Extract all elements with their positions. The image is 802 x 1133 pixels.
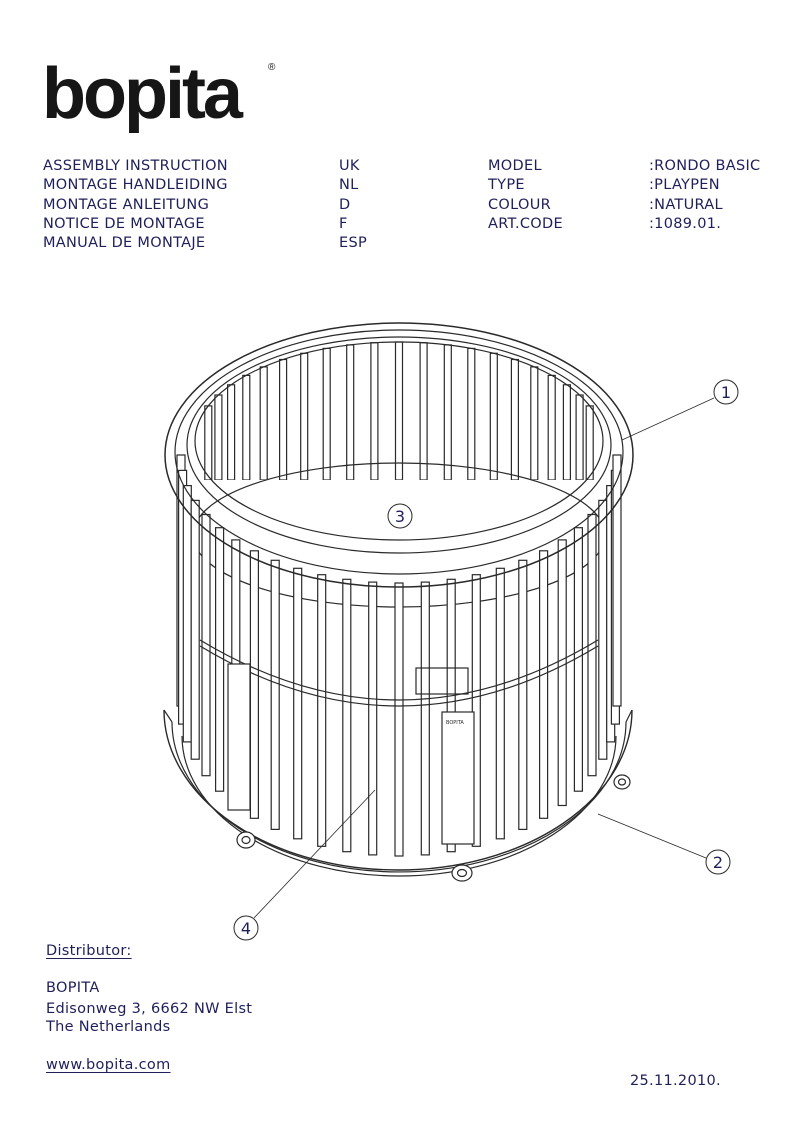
- language-code: D: [339, 196, 351, 213]
- distributor-country: The Netherlands: [46, 1019, 171, 1035]
- playpen-drawing: [140, 300, 760, 950]
- registered-mark: ®: [268, 62, 276, 73]
- playpen-bar: [250, 551, 258, 819]
- playpen-bar: [216, 528, 224, 792]
- playpen-bar: [343, 579, 351, 851]
- back-bar: [586, 406, 593, 480]
- playpen-bar: [421, 582, 429, 855]
- playpen-bar: [395, 583, 403, 856]
- callout-4: [234, 916, 258, 940]
- svg-text:4: 4: [240, 919, 252, 938]
- back-bar: [490, 353, 497, 480]
- playpen-bar: [519, 560, 527, 829]
- playpen-bar: [574, 528, 582, 792]
- spec-value-colour: :NATURAL: [649, 196, 723, 213]
- label-plate: [442, 712, 474, 844]
- distributor-company: BOPITA: [46, 980, 100, 996]
- back-bar: [205, 406, 212, 480]
- playpen-bar: [183, 486, 191, 742]
- instruction-title-f: NOTICE DE MONTAGE: [43, 215, 205, 232]
- side-panel: [228, 664, 250, 810]
- back-bar: [215, 395, 222, 480]
- playpen-bar: [540, 551, 548, 819]
- spec-value-artcode: :1089.01.: [649, 215, 722, 232]
- back-bar: [301, 353, 308, 480]
- back-bar: [563, 385, 570, 480]
- language-code: F: [339, 215, 348, 232]
- instruction-titles: [43, 157, 228, 253]
- playpen-bar: [599, 500, 607, 759]
- back-bar: [420, 343, 427, 480]
- back-bar: [371, 343, 378, 480]
- language-code: UK: [339, 158, 360, 174]
- leader-line-1: [622, 398, 714, 440]
- back-bar: [228, 385, 235, 480]
- svg-text:3: 3: [394, 507, 406, 526]
- playpen-bar: [271, 560, 279, 829]
- playpen-bar: [613, 455, 621, 706]
- playpen-bar: [191, 500, 199, 759]
- language-codes: [339, 157, 367, 253]
- instruction-title-uk: ASSEMBLY INSTRUCTION: [43, 158, 228, 174]
- spec-value-type: :PLAYPEN: [649, 177, 720, 194]
- back-bar: [260, 367, 267, 480]
- spec-labels: [488, 157, 563, 234]
- spec-label-colour: COLOUR: [488, 196, 552, 213]
- distributor-address: Edisonweg 3, 6662 NW Elst: [46, 1001, 253, 1017]
- instruction-title-esp: MANUAL DE MONTAJE: [43, 235, 206, 252]
- spec-label-type: TYPE: [488, 177, 525, 194]
- instruction-title-d: MONTAGE ANLEITUNG: [43, 196, 210, 213]
- instruction-title-nl: MONTAGE HANDLEIDING: [43, 177, 228, 194]
- back-bar: [444, 345, 451, 480]
- playpen-bar: [369, 582, 377, 855]
- spec-label-artcode: ART.CODE: [488, 215, 563, 232]
- callout-3: [388, 504, 412, 528]
- back-bar: [243, 375, 250, 480]
- document-date: 25.11.2010.: [630, 1073, 721, 1089]
- playpen-bar: [496, 568, 504, 839]
- back-bar: [511, 360, 518, 481]
- language-code: ESP: [339, 235, 368, 252]
- back-bar: [548, 375, 555, 480]
- language-code: NL: [339, 177, 359, 194]
- callout-1: [714, 380, 738, 404]
- playpen-bar: [294, 568, 302, 839]
- back-bar: [396, 342, 403, 480]
- svg-text:1: 1: [720, 383, 732, 402]
- label-plate-text: BOPITA: [446, 720, 464, 726]
- callout-2: [706, 850, 730, 874]
- back-bar: [347, 345, 354, 480]
- playpen-bar: [558, 540, 566, 806]
- spec-value-model: :RONDO BASIC: [649, 158, 761, 174]
- svg-text:2: 2: [712, 853, 724, 872]
- back-bar: [468, 348, 475, 480]
- bopita-logo: [42, 54, 282, 138]
- spec-label-model: MODEL: [488, 158, 542, 174]
- back-bar: [323, 348, 330, 480]
- website-link[interactable]: www.bopita.com: [46, 1057, 171, 1073]
- back-bar: [280, 360, 287, 481]
- playpen-bar: [318, 575, 326, 847]
- leader-line-2: [598, 814, 706, 858]
- spec-values: [649, 157, 760, 234]
- back-bar: [576, 395, 583, 480]
- back-bar: [531, 367, 538, 480]
- logo-wordmark: bopita: [42, 54, 240, 134]
- distributor-heading: Distributor:: [46, 943, 132, 959]
